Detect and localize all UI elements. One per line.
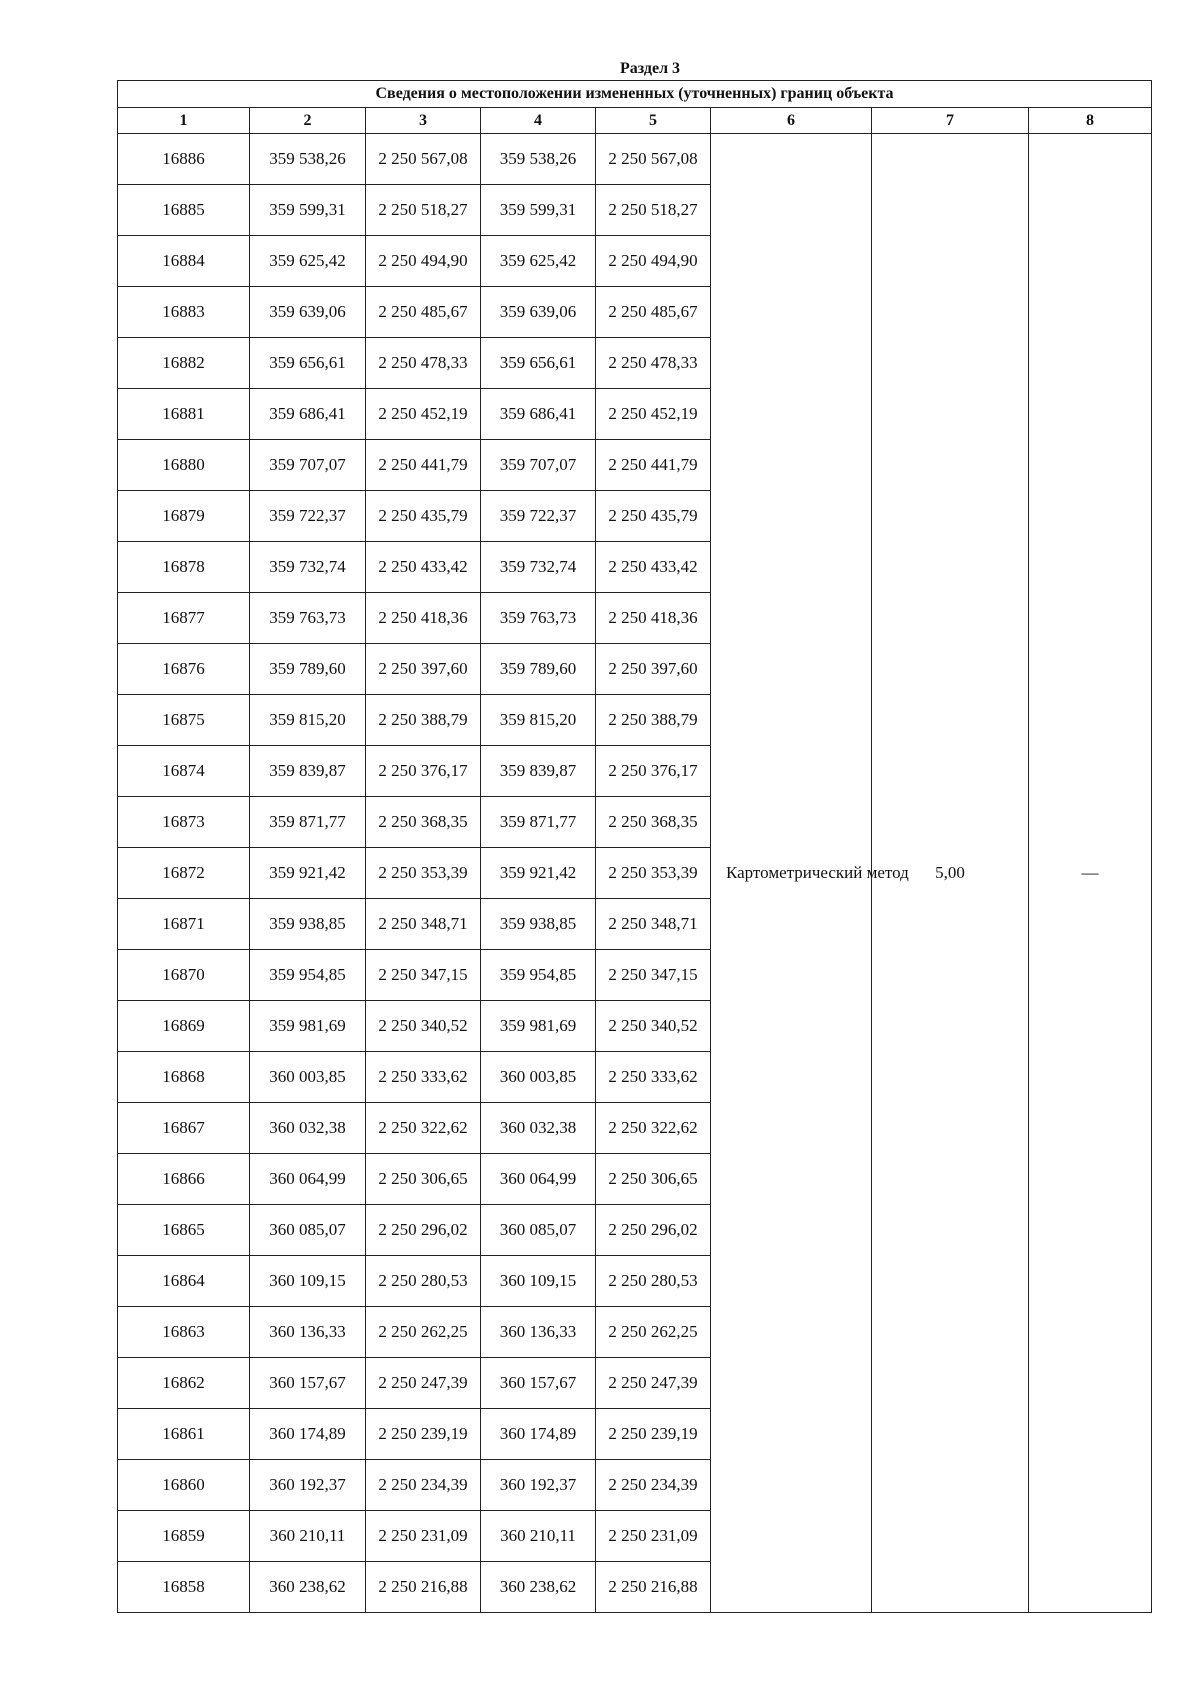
x-new-cell: 360 192,37 [481,1460,596,1511]
column-header: 2 [250,108,366,134]
section-title: Раздел 3 [619,60,681,77]
point-number-cell: 16877 [118,593,250,644]
x-new-cell: 359 538,26 [481,134,596,185]
point-number-cell: 16880 [118,440,250,491]
x-new-cell: 360 032,38 [481,1103,596,1154]
point-number-cell: 16865 [118,1205,250,1256]
x-old-cell: 360 109,15 [250,1256,366,1307]
table-row [118,134,1152,185]
x-old-cell: 359 763,73 [250,593,366,644]
x-new-cell: 360 174,89 [481,1409,596,1460]
column-header: 5 [596,108,711,134]
point-number-cell: 16869 [118,1001,250,1052]
x-old-cell: 360 192,37 [250,1460,366,1511]
point-number-cell: 16862 [118,1358,250,1409]
y-old-cell: 2 250 216,88 [366,1562,481,1613]
column-number-row [118,108,1152,134]
x-old-cell: 360 085,07 [250,1205,366,1256]
x-old-cell: 359 839,87 [250,746,366,797]
x-new-cell: 360 210,11 [481,1511,596,1562]
y-new-cell: 2 250 567,08 [596,134,711,185]
x-old-cell: 359 656,61 [250,338,366,389]
point-number-cell: 16885 [118,185,250,236]
x-new-cell: 359 871,77 [481,797,596,848]
point-number-cell: 16860 [118,1460,250,1511]
x-old-cell: 360 003,85 [250,1052,366,1103]
x-new-cell: 359 981,69 [481,1001,596,1052]
y-new-cell: 2 250 485,67 [596,287,711,338]
y-old-cell: 2 250 376,17 [366,746,481,797]
y-old-cell: 2 250 231,09 [366,1511,481,1562]
y-new-cell: 2 250 306,65 [596,1154,711,1205]
col8-cell: — [1029,134,1152,1613]
y-new-cell: 2 250 340,52 [596,1001,711,1052]
x-old-cell: 359 954,85 [250,950,366,1001]
y-new-cell: 2 250 262,25 [596,1307,711,1358]
point-number-cell: 16883 [118,287,250,338]
x-new-cell: 360 157,67 [481,1358,596,1409]
y-old-cell: 2 250 322,62 [366,1103,481,1154]
y-new-cell: 2 250 234,39 [596,1460,711,1511]
point-number-cell: 16863 [118,1307,250,1358]
point-number-cell: 16875 [118,695,250,746]
y-old-cell: 2 250 433,42 [366,542,481,593]
y-old-cell: 2 250 452,19 [366,389,481,440]
x-old-cell: 359 707,07 [250,440,366,491]
y-new-cell: 2 250 247,39 [596,1358,711,1409]
y-old-cell: 2 250 418,36 [366,593,481,644]
x-new-cell: 359 815,20 [481,695,596,746]
point-number-cell: 16879 [118,491,250,542]
y-old-cell: 2 250 340,52 [366,1001,481,1052]
x-new-cell: 359 722,37 [481,491,596,542]
x-old-cell: 359 732,74 [250,542,366,593]
y-old-cell: 2 250 296,02 [366,1205,481,1256]
point-number-cell: 16884 [118,236,250,287]
accuracy-cell: 5,00 [872,134,1029,1613]
point-number-cell: 16867 [118,1103,250,1154]
x-new-cell: 359 639,06 [481,287,596,338]
y-new-cell: 2 250 368,35 [596,797,711,848]
x-new-cell: 360 109,15 [481,1256,596,1307]
column-header: 4 [481,108,596,134]
table-title: Сведения о местоположении измененных (уточненных) границ объекта [118,81,1152,108]
x-new-cell: 359 599,31 [481,185,596,236]
x-new-cell: 359 686,41 [481,389,596,440]
y-new-cell: 2 250 296,02 [596,1205,711,1256]
y-old-cell: 2 250 247,39 [366,1358,481,1409]
y-new-cell: 2 250 388,79 [596,695,711,746]
point-number-cell: 16868 [118,1052,250,1103]
y-new-cell: 2 250 333,62 [596,1052,711,1103]
y-old-cell: 2 250 388,79 [366,695,481,746]
point-number-cell: 16878 [118,542,250,593]
x-new-cell: 360 003,85 [481,1052,596,1103]
y-old-cell: 2 250 348,71 [366,899,481,950]
y-new-cell: 2 250 397,60 [596,644,711,695]
y-new-cell: 2 250 353,39 [596,848,711,899]
x-new-cell: 359 763,73 [481,593,596,644]
x-old-cell: 360 238,62 [250,1562,366,1613]
x-new-cell: 360 085,07 [481,1205,596,1256]
y-old-cell: 2 250 435,79 [366,491,481,542]
x-old-cell: 360 032,38 [250,1103,366,1154]
boundary-coordinates-table [117,80,1152,1613]
x-new-cell: 360 064,99 [481,1154,596,1205]
y-old-cell: 2 250 234,39 [366,1460,481,1511]
method-cell [711,134,909,1613]
x-new-cell: 359 707,07 [481,440,596,491]
x-new-cell: 359 656,61 [481,338,596,389]
x-new-cell: 359 839,87 [481,746,596,797]
y-new-cell: 2 250 376,17 [596,746,711,797]
y-old-cell: 2 250 494,90 [366,236,481,287]
y-new-cell: 2 250 478,33 [596,338,711,389]
y-new-cell: 2 250 494,90 [596,236,711,287]
x-old-cell: 359 789,60 [250,644,366,695]
column-header: 6 [711,108,872,134]
y-old-cell: 2 250 478,33 [366,338,481,389]
x-new-cell: 360 238,62 [481,1562,596,1613]
y-old-cell: 2 250 347,15 [366,950,481,1001]
y-old-cell: 2 250 518,27 [366,185,481,236]
x-old-cell: 359 538,26 [250,134,366,185]
y-old-cell: 2 250 368,35 [366,797,481,848]
x-new-cell: 359 954,85 [481,950,596,1001]
column-header: 8 [1029,108,1152,134]
x-old-cell: 359 981,69 [250,1001,366,1052]
point-number-cell: 16858 [118,1562,250,1613]
x-old-cell: 360 210,11 [250,1511,366,1562]
y-new-cell: 2 250 518,27 [596,185,711,236]
point-number-cell: 16864 [118,1256,250,1307]
y-new-cell: 2 250 435,79 [596,491,711,542]
y-old-cell: 2 250 262,25 [366,1307,481,1358]
y-old-cell: 2 250 280,53 [366,1256,481,1307]
column-header: 1 [118,108,250,134]
x-old-cell: 359 871,77 [250,797,366,848]
y-old-cell: 2 250 306,65 [366,1154,481,1205]
x-old-cell: 360 136,33 [250,1307,366,1358]
x-old-cell: 360 174,89 [250,1409,366,1460]
y-old-cell: 2 250 333,62 [366,1052,481,1103]
point-number-cell: 16872 [118,848,250,899]
x-old-cell: 359 686,41 [250,389,366,440]
point-number-cell: 16861 [118,1409,250,1460]
point-number-cell: 16871 [118,899,250,950]
y-new-cell: 2 250 280,53 [596,1256,711,1307]
point-number-cell: 16866 [118,1154,250,1205]
x-new-cell: 359 732,74 [481,542,596,593]
x-old-cell: 359 815,20 [250,695,366,746]
y-old-cell: 2 250 353,39 [366,848,481,899]
y-old-cell: 2 250 239,19 [366,1409,481,1460]
column-header: 3 [366,108,481,134]
x-new-cell: 359 921,42 [481,848,596,899]
point-number-cell: 16876 [118,644,250,695]
x-new-cell: 360 136,33 [481,1307,596,1358]
x-old-cell: 360 157,67 [250,1358,366,1409]
table-body [118,134,1152,1613]
column-header: 7 [872,108,1029,134]
y-new-cell: 2 250 322,62 [596,1103,711,1154]
point-number-cell: 16859 [118,1511,250,1562]
x-new-cell: 359 789,60 [481,644,596,695]
y-new-cell: 2 250 348,71 [596,899,711,950]
y-new-cell: 2 250 418,36 [596,593,711,644]
y-new-cell: 2 250 347,15 [596,950,711,1001]
point-number-cell: 16870 [118,950,250,1001]
y-old-cell: 2 250 397,60 [366,644,481,695]
y-old-cell: 2 250 567,08 [366,134,481,185]
x-old-cell: 359 938,85 [250,899,366,950]
y-old-cell: 2 250 441,79 [366,440,481,491]
y-new-cell: 2 250 433,42 [596,542,711,593]
method-text: Картометрический метод [726,863,909,882]
point-number-cell: 16874 [118,746,250,797]
x-new-cell: 359 625,42 [481,236,596,287]
y-new-cell: 2 250 452,19 [596,389,711,440]
y-new-cell: 2 250 231,09 [596,1511,711,1562]
y-new-cell: 2 250 239,19 [596,1409,711,1460]
x-old-cell: 359 599,31 [250,185,366,236]
y-old-cell: 2 250 485,67 [366,287,481,338]
x-old-cell: 359 722,37 [250,491,366,542]
point-number-cell: 16886 [118,134,250,185]
x-old-cell: 359 625,42 [250,236,366,287]
y-new-cell: 2 250 216,88 [596,1562,711,1613]
x-old-cell: 359 639,06 [250,287,366,338]
point-number-cell: 16881 [118,389,250,440]
x-old-cell: 359 921,42 [250,848,366,899]
y-new-cell: 2 250 441,79 [596,440,711,491]
x-new-cell: 359 938,85 [481,899,596,950]
point-number-cell: 16882 [118,338,250,389]
point-number-cell: 16873 [118,797,250,848]
x-old-cell: 360 064,99 [250,1154,366,1205]
